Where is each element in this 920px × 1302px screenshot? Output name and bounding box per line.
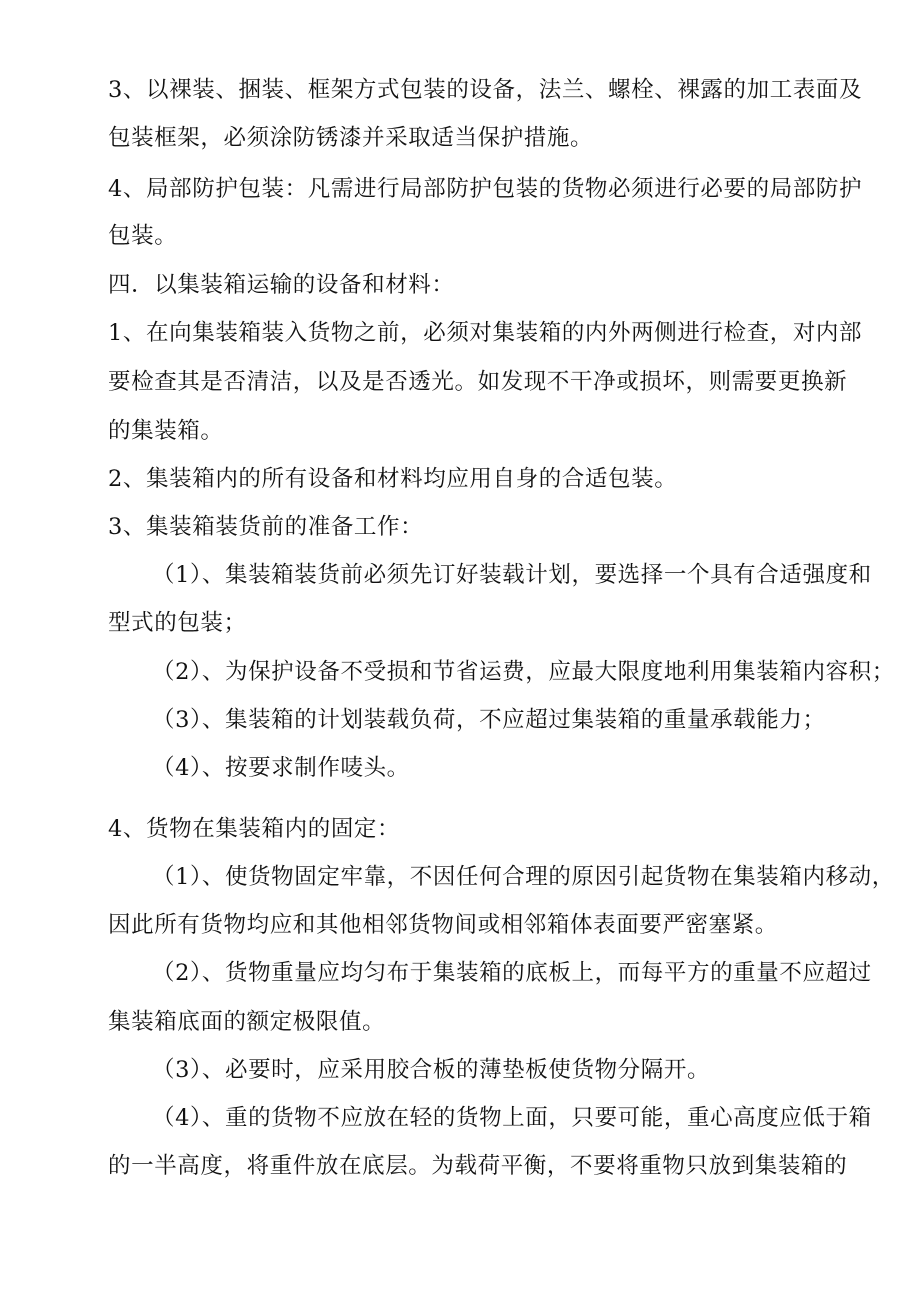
text-line: 型式的包装；: [108, 610, 247, 636]
text-line: （4）、重的货物不应放在轻的货物上面，只要可能，重心高度应低于箱: [152, 1105, 872, 1131]
text-line: （2）、货物重量应均匀布于集装箱的底板上，而每平方的重量不应超过: [152, 960, 872, 986]
text-line: 要检查其是否清洁，以及是否透光。如发现不干净或损坏，则需要更换新: [108, 369, 848, 395]
text-line: （2）、为保护设备不受损和节省运费，应最大限度地利用集装箱内容积；: [152, 659, 895, 685]
text-line: （3）、必要时，应采用胶合板的薄垫板使货物分隔开。: [152, 1057, 711, 1083]
text-line: （4）、按要求制作唛头。: [152, 755, 410, 781]
text-line: 3、以裸装、捆装、框架方式包装的设备，法兰、螺栓、裸露的加工表面及: [108, 77, 863, 103]
text-line: 因此所有货物均应和其他相邻货物间或相邻箱体表面要严密塞紧。: [108, 912, 778, 938]
text-line: （1）、使货物固定牢靠，不因任何合理的原因引起货物在集装箱内移动，: [152, 864, 895, 890]
text-line: 的集装箱。: [108, 418, 224, 444]
text-line: （3）、集装箱的计划装载负荷，不应超过集装箱的重量承载能力；: [152, 707, 826, 733]
section-heading: 4、货物在集装箱内的固定：: [108, 816, 401, 842]
text-line: 的一半高度，将重件放在底层。为载荷平衡，不要将重物只放到集装箱的: [108, 1153, 848, 1179]
text-line: 包装框架，必须涂防锈漆并采取适当保护措施。: [108, 125, 594, 151]
section-heading: 四．以集装箱运输的设备和材料：: [108, 272, 455, 298]
text-line: 2、集装箱内的所有设备和材料均应用自身的合适包装。: [108, 466, 678, 492]
text-line: 3、集装箱装货前的准备工作：: [108, 514, 424, 540]
text-line: 包装。: [108, 223, 178, 249]
text-line: （1）、集装箱装货前必须先订好装载计划，要选择一个具有合适强度和: [152, 562, 872, 588]
text-line: 1、在向集装箱装入货物之前，必须对集装箱的内外两侧进行检查，对内部: [108, 320, 863, 346]
text-line: 集装箱底面的额定极限值。: [108, 1009, 386, 1035]
text-line: 4、局部防护包装：凡需进行局部防护包装的货物必须进行必要的局部防护: [108, 176, 863, 202]
